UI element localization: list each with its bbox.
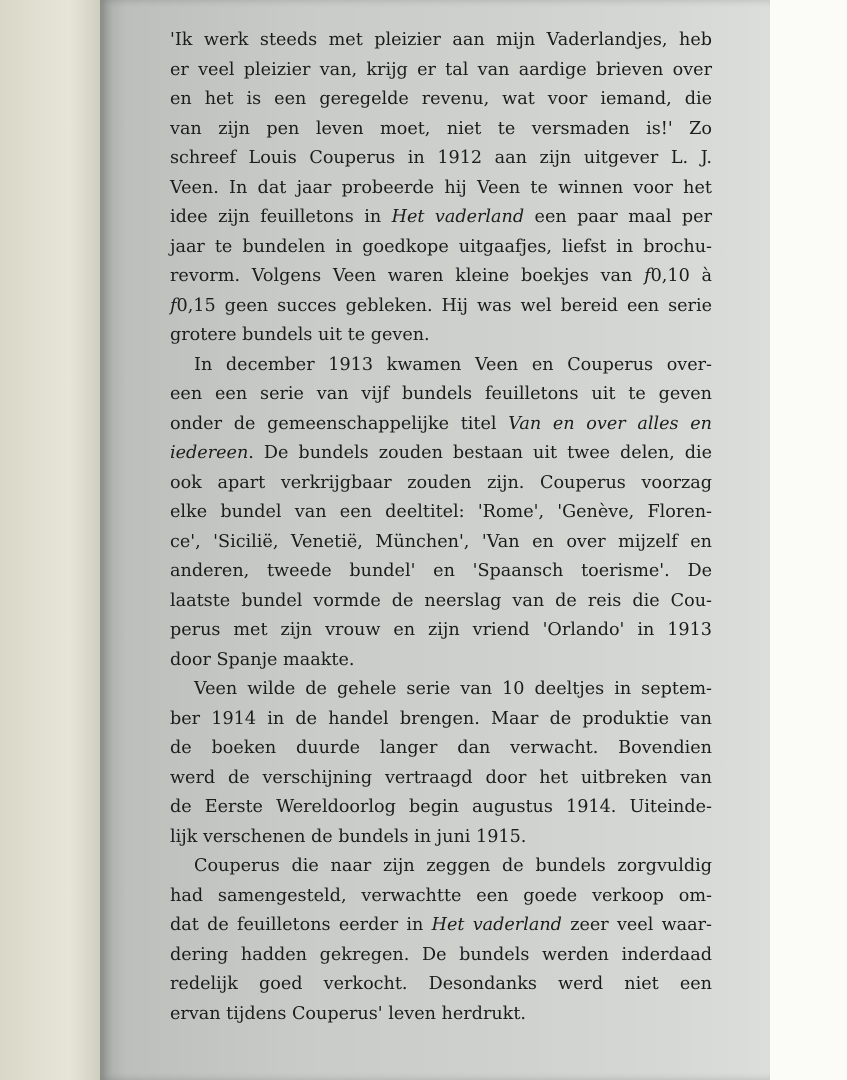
text-line: en het is een geregelde revenu, wat voor iemand, die (170, 89, 712, 109)
text-line: iedereen. De bundels zouden bestaan uit twee delen, die (170, 443, 712, 463)
text-line: dat de feuilletons eerder in Het vaderland zeer veel waar- (170, 915, 712, 935)
text-line: anderen, tweede bundel' en 'Spaansch toerisme'. De (170, 561, 712, 581)
text-line: ook apart verkrijgbaar zouden zijn. Couperus voorzag (170, 472, 712, 493)
text-line: door Spanje maakte. (170, 649, 355, 670)
paragraph-1 (170, 26, 712, 351)
text-line: een een serie van vijf bundels feuilletons uit te geven (170, 384, 712, 404)
italic-text: iedereen (170, 443, 249, 463)
text-line: de Eerste Wereldoorlog begin augustus 1914. Uiteinde- (170, 797, 712, 817)
text-line: 'Ik werk steeds met pleizier aan mijn Vaderlandjes, heb (170, 30, 712, 50)
text-line: idee zijn feuilletons in Het vaderland een paar maal per (170, 207, 713, 227)
text-line: elke bundel van een deeltitel: 'Rome', 'Genève, Floren- (170, 502, 712, 522)
paragraph-2 (170, 351, 712, 676)
text-line: had samengesteld, verwachtte een goede verkoop om- (170, 885, 712, 906)
text-line: de boeken duurde langer dan verwacht. Bovendien (170, 738, 712, 758)
text-line: onder de gemeenschappelijke titel Van en over alles en (170, 413, 712, 434)
text-line: ber 1914 in de handel brengen. Maar de produktie van (170, 708, 712, 729)
paragraph-4 (170, 852, 712, 1029)
text-line: redelijk goed verkocht. Desondanks werd niet een (170, 974, 712, 994)
text-line: revorm. Volgens Veen waren kleine boekjes van f0,10 à (170, 266, 712, 286)
text-line: jaar te bundelen in goedkope uitgaafjes, liefst in brochu- (170, 236, 712, 257)
page-body-text (170, 26, 712, 1029)
background-right (770, 0, 847, 1080)
text-line: dering hadden gekregen. De bundels werden inderdaad (170, 944, 712, 965)
text-line: f0,15 geen succes gebleken. Hij was wel bereid een serie (170, 295, 712, 316)
italic-text: Van en over alles en (508, 413, 712, 434)
text-line: laatste bundel vormde de neerslag van de reis die Cou- (170, 590, 712, 611)
text-line: van zijn pen leven moet, niet te versmaden is!' Zo (170, 118, 712, 139)
previous-page-edge (0, 0, 100, 1080)
text-line: werd de verschijning vertraagd door het uitbreken van (170, 767, 712, 788)
text-line: In december 1913 kwamen Veen en Couperus over- (194, 354, 712, 375)
italic-text: f (170, 295, 177, 316)
text-line: Couperus die naar zijn zeggen de bundels zorgvuldig (194, 856, 712, 876)
text-line: grotere bundels uit te geven. (170, 325, 430, 345)
italic-text: f (644, 266, 651, 286)
text-line: lijk verschenen de bundels in juni 1915. (170, 826, 527, 847)
text-line: perus met zijn vrouw en zijn vriend 'Orlando' in 1913 (170, 620, 712, 640)
paragraph-3 (170, 675, 712, 852)
italic-text: Het vaderland (431, 915, 562, 935)
text-line: ce', 'Sicilië, Venetië, München', 'Van en over mijzelf en (170, 531, 712, 552)
text-line: Veen wilde de gehele serie van 10 deeltjes in septem- (194, 679, 712, 699)
text-line: er veel pleizier van, krijg er tal van aardige brieven over (170, 59, 712, 80)
italic-text: Het vaderland (391, 207, 525, 227)
text-line: Veen. In dat jaar probeerde hij Veen te winnen voor het (170, 177, 712, 198)
text-line: ervan tijdens Couperus' leven herdrukt. (170, 1003, 527, 1024)
text-line: schreef Louis Couperus in 1912 aan zijn uitgever L. J. (170, 148, 712, 168)
